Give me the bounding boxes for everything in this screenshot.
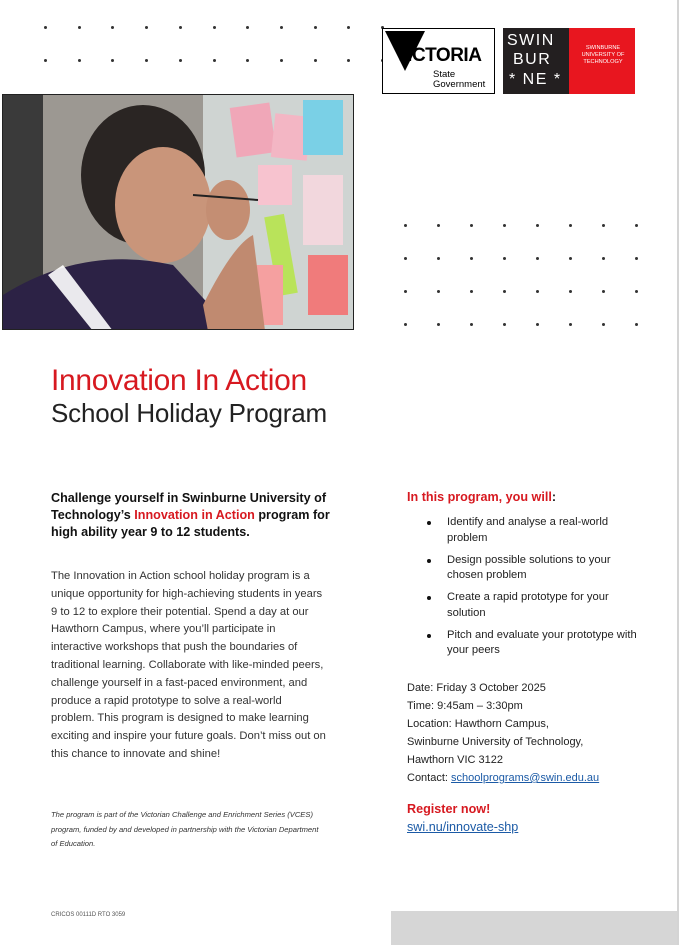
- decorative-dot: [635, 257, 638, 260]
- decorative-dot: [536, 224, 539, 227]
- register-heading: Register now!: [407, 802, 491, 816]
- decorative-dot: [569, 323, 572, 326]
- program-list-item: [427, 515, 642, 546]
- lead-text-start: Challenge yourself in Swinburne University of Technology’s: [51, 491, 327, 522]
- decorative-dot: [179, 59, 182, 62]
- event-details: [407, 679, 647, 787]
- decorative-dot: [602, 257, 605, 260]
- location-value-1: Hawthorn Campus,: [454, 718, 549, 730]
- date-label: Date:: [407, 682, 434, 694]
- decorative-dot: [404, 257, 407, 260]
- student-writing-illustration: [3, 95, 354, 330]
- program-heading-text: In this program, you will: [407, 490, 552, 504]
- time-value: 9:45am – 3:30pm: [437, 700, 523, 712]
- decorative-dot: [213, 26, 216, 29]
- swinburne-logo: [503, 28, 635, 94]
- page-subtitle: School Holiday Program: [51, 398, 327, 428]
- program-list-item: [427, 553, 642, 584]
- program-heading-colon: :: [551, 490, 557, 504]
- decorative-dot: [111, 26, 114, 29]
- program-list: [427, 515, 642, 665]
- footer-grey-block: [391, 911, 677, 945]
- decorative-dot: [602, 323, 605, 326]
- location-label: Location:: [407, 718, 452, 730]
- swinburne-logo-line2: BUR: [513, 51, 552, 68]
- decorative-dot: [470, 224, 473, 227]
- contact-line: [407, 769, 647, 787]
- bullet-icon: [427, 596, 431, 600]
- swinburne-logo-line1: SWIN: [507, 32, 555, 49]
- program-list-item-text: Design possible solutions to your chosen problem: [447, 553, 611, 581]
- location-value-3: Hawthorn VIC 3122: [407, 754, 503, 766]
- decorative-dot: [437, 290, 440, 293]
- program-list-item-text: Identify and analyse a real-world problem: [447, 516, 609, 544]
- decorative-dot: [602, 224, 605, 227]
- location-value-2: Swinburne University of Technology,: [407, 736, 584, 748]
- body-text-end: school holiday program is a unique opportunity for high-achieving students in years 9 to 12 to explore their potential. Spend a day at our Hawthorn Campus, where you’ll participate in interactive workshops that push the boundaries of traditional learning. Collaborate with like-minded peers, challenge yourself in a fast-paced environment, and produce a rapid prototype to solve a real-world problem. This program is designed to make learning exciting and inspire your future goals. Don’t miss out on this chance to innovate and shine!: [51, 570, 326, 760]
- page-title: Innovation In Action: [51, 364, 307, 397]
- decorative-dot: [78, 59, 81, 62]
- victoria-logo-line1: State: [433, 69, 456, 80]
- body-program-name: Innovation in Action: [73, 570, 171, 582]
- decorative-dot: [213, 59, 216, 62]
- cricos-code: CRICOS 00111D RTO 3059: [51, 912, 126, 918]
- decorative-dot: [503, 257, 506, 260]
- decorative-dot: [179, 26, 182, 29]
- decorative-dot: [404, 290, 407, 293]
- location-line: [407, 715, 647, 733]
- victoria-logo-line2: Government: [433, 79, 486, 90]
- decorative-dot: [569, 257, 572, 260]
- decorative-dot: [145, 26, 148, 29]
- decorative-dot: [503, 323, 506, 326]
- victoria-logo-sub: [433, 70, 485, 90]
- decorative-dot: [347, 26, 350, 29]
- hero-photo: [2, 94, 354, 330]
- date-line: [407, 679, 647, 697]
- decorative-dot: [280, 26, 283, 29]
- bullet-icon: [427, 521, 431, 525]
- decorative-dot: [437, 224, 440, 227]
- decorative-dot: [536, 323, 539, 326]
- decorative-dot: [347, 59, 350, 62]
- program-heading: [407, 490, 556, 504]
- decorative-dot: [470, 323, 473, 326]
- bullet-icon: [427, 559, 431, 563]
- decorative-dot: [78, 26, 81, 29]
- register-link[interactable]: swi.nu/innovate-shp: [407, 820, 519, 834]
- lead-paragraph: [51, 490, 341, 541]
- time-label: Time:: [407, 700, 435, 712]
- decorative-dot: [246, 26, 249, 29]
- lead-text-end: program for high ability year 9 to 12 students.: [51, 508, 330, 539]
- body-text-start: The: [51, 570, 74, 582]
- body-paragraph: [51, 568, 326, 764]
- decorative-dot: [246, 59, 249, 62]
- lead-program-name: Innovation in Action: [134, 508, 255, 522]
- decorative-dot: [569, 290, 572, 293]
- decorative-dot: [111, 59, 114, 62]
- decorative-dot: [280, 59, 283, 62]
- decorative-dot: [314, 59, 317, 62]
- decorative-dot: [569, 224, 572, 227]
- decorative-dot: [503, 224, 506, 227]
- program-list-item: [427, 590, 642, 621]
- decorative-dot: [536, 290, 539, 293]
- time-line: [407, 697, 647, 715]
- decorative-dot: [602, 290, 605, 293]
- decorative-dot: [536, 257, 539, 260]
- decorative-dot: [470, 257, 473, 260]
- decorative-dot: [314, 26, 317, 29]
- contact-label: Contact:: [407, 772, 448, 784]
- decorative-dot: [44, 59, 47, 62]
- funding-note: The program is part of the Victorian Challenge and Enrichment Series (VCES) program, funded by and developed in partnership with the Victorian Department of Education.: [51, 810, 319, 848]
- decorative-dot: [635, 224, 638, 227]
- contact-email-link[interactable]: schoolprograms@swin.edu.au: [451, 772, 600, 784]
- swinburne-logo-line3: * NE *: [509, 71, 562, 88]
- decorative-dot: [503, 290, 506, 293]
- program-list-item: [427, 628, 642, 659]
- date-value: Friday 3 October 2025: [436, 682, 546, 694]
- victoria-government-logo: [382, 28, 495, 94]
- swinburne-logo-subtext: SWINBURNE UNIVERSITY OF TECHNOLOGY: [581, 45, 625, 65]
- decorative-dot: [437, 257, 440, 260]
- program-list-item-text: Create a rapid prototype for your solution: [447, 591, 609, 619]
- decorative-dot: [635, 323, 638, 326]
- decorative-dot: [404, 323, 407, 326]
- decorative-dot: [404, 224, 407, 227]
- victoria-logo-word: VICTORIA: [395, 45, 482, 66]
- program-list-item-text: Pitch and evaluate your prototype with your peers: [447, 628, 637, 656]
- decorative-dot: [437, 323, 440, 326]
- bullet-icon: [427, 634, 431, 638]
- decorative-dot: [145, 59, 148, 62]
- decorative-dot: [44, 26, 47, 29]
- decorative-dot: [635, 290, 638, 293]
- decorative-dot: [470, 290, 473, 293]
